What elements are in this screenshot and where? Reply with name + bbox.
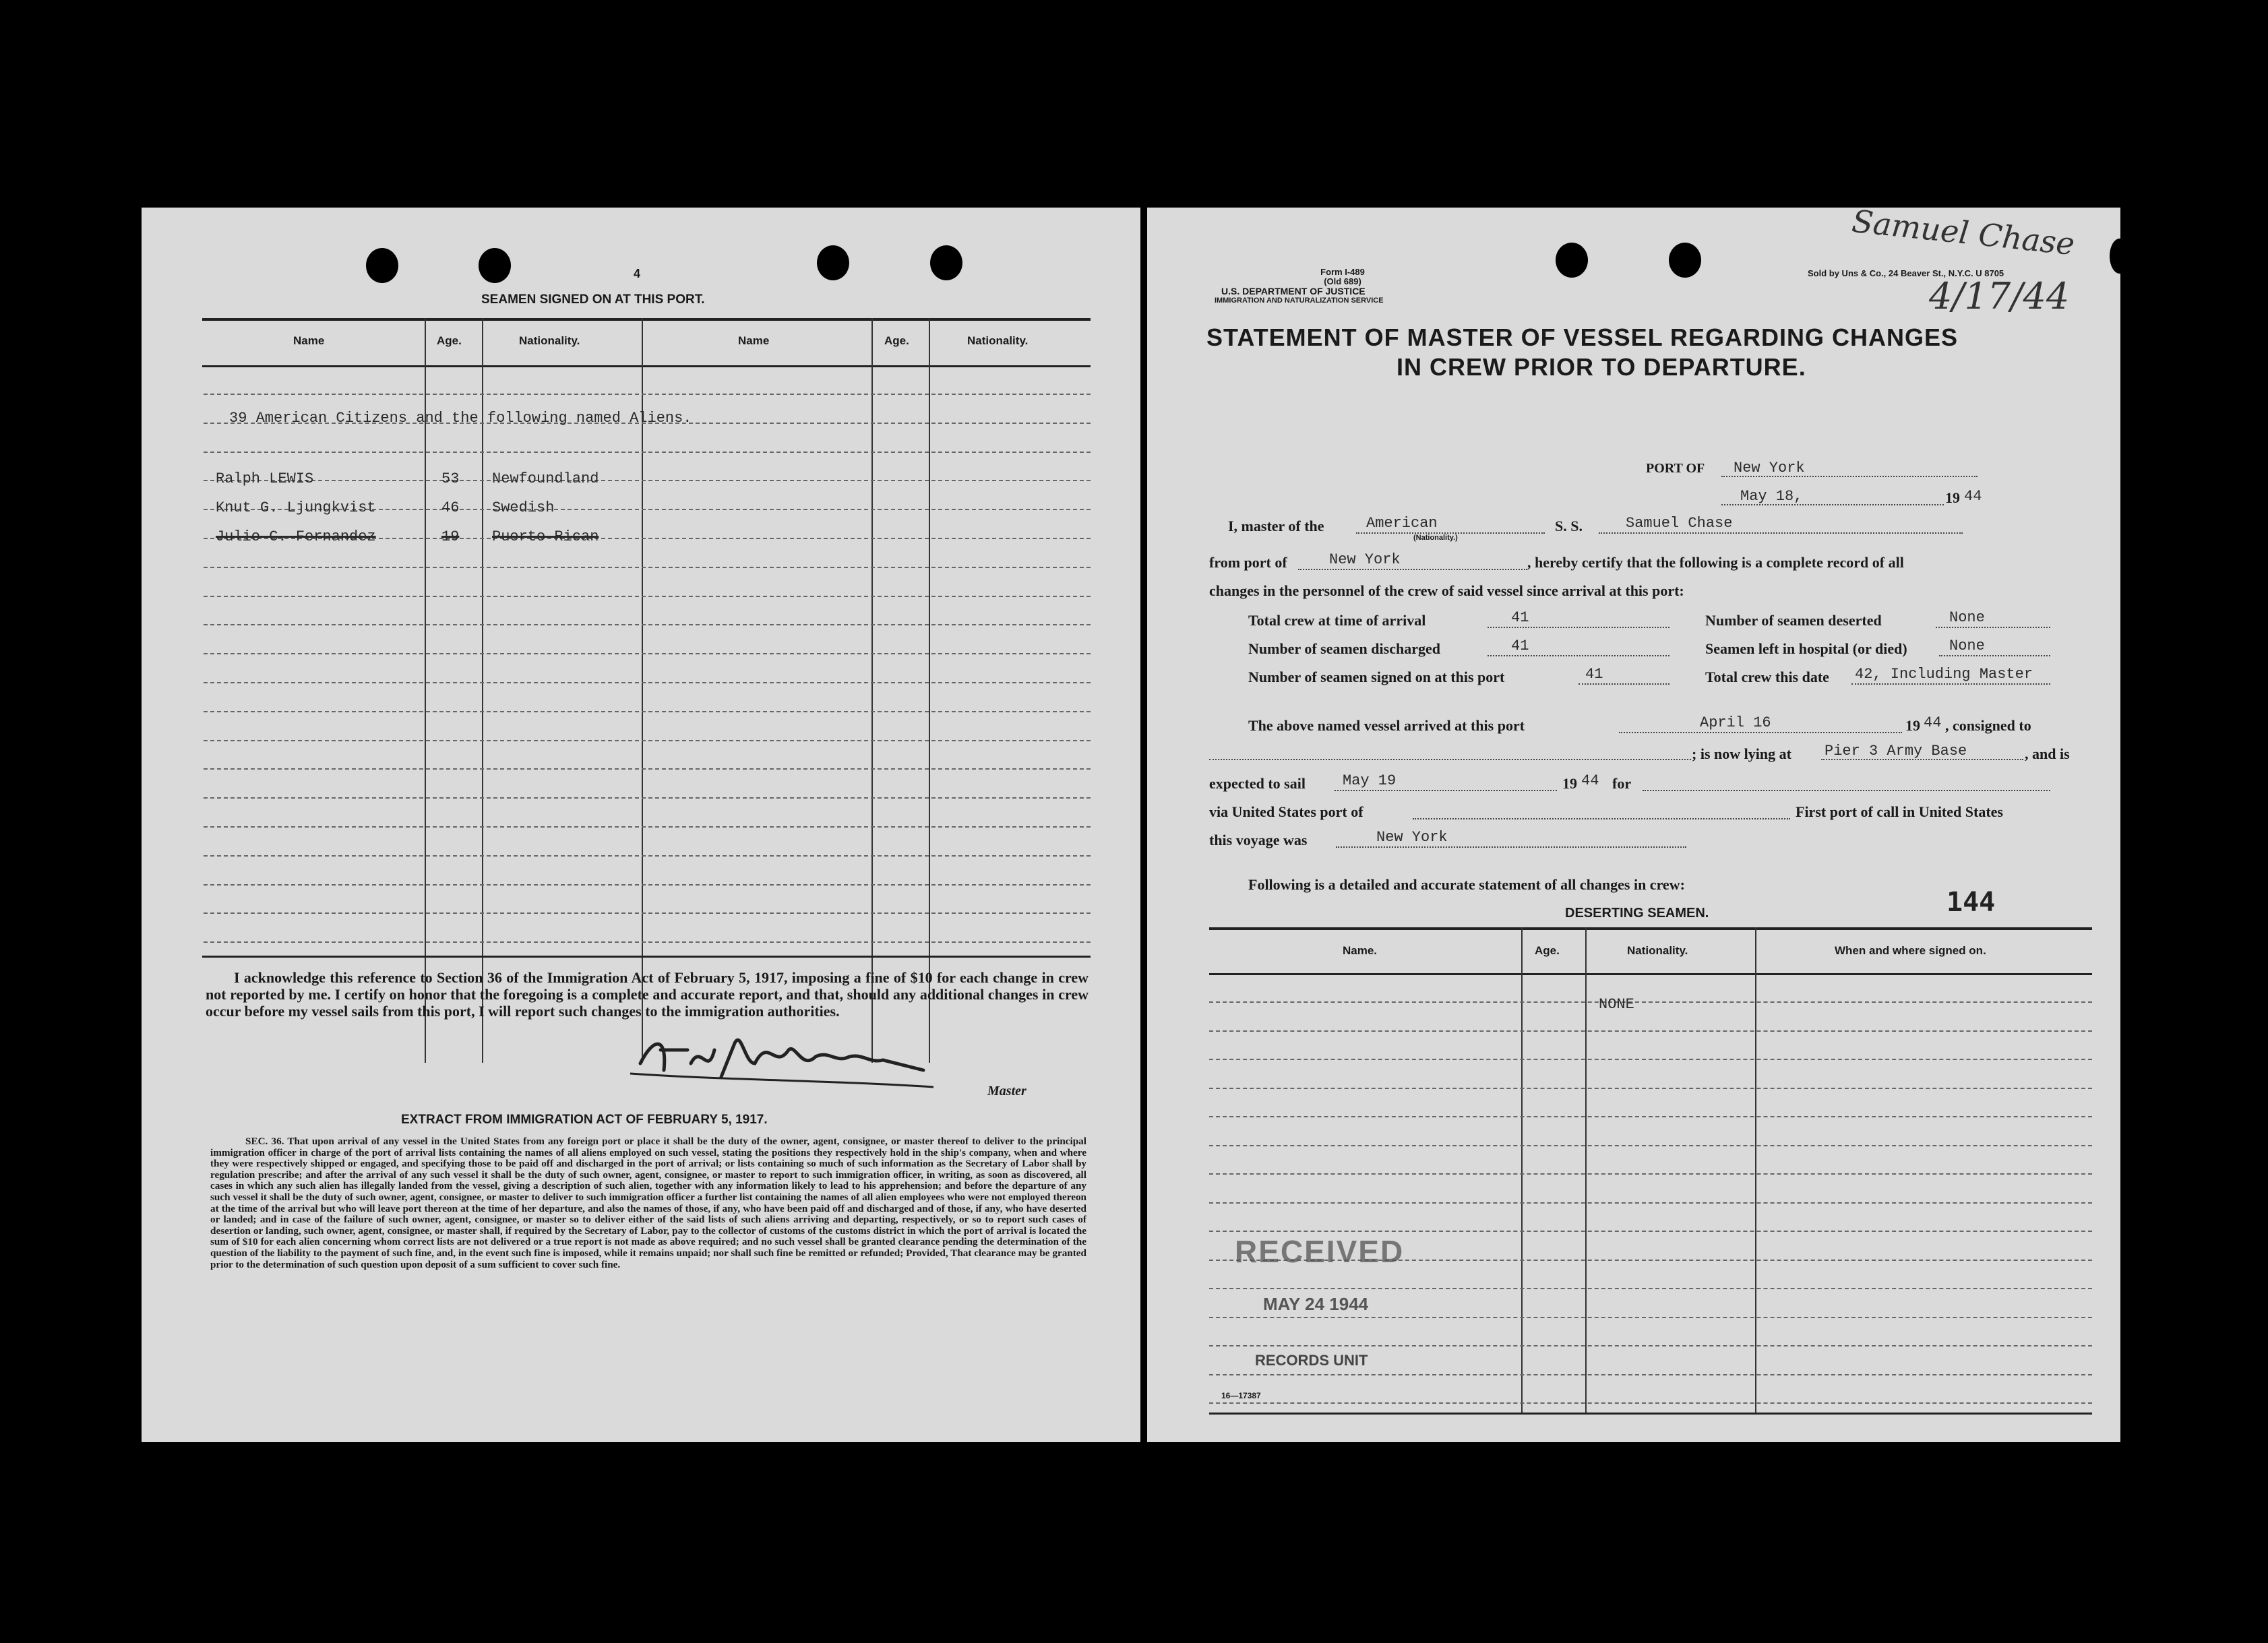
hospital-label: Seamen left in hospital (or died) — [1705, 640, 1907, 657]
form-title-line1: STATEMENT OF MASTER OF VESSEL REGARDING CHANGES — [1206, 323, 1959, 351]
form-title-line2: IN CREW PRIOR TO DEPARTURE. — [1397, 353, 1806, 381]
master-of-label: I, master of the — [1228, 518, 1324, 534]
col-header-name-2: Name — [738, 334, 770, 347]
deserted-value: None — [1949, 609, 1985, 626]
row-rule — [1209, 1345, 2092, 1346]
row-rule — [204, 912, 1091, 914]
vessel-line — [1599, 532, 1963, 534]
punch-hole — [479, 248, 511, 283]
row-rule — [204, 797, 1091, 799]
punch-hole — [930, 245, 962, 280]
row-rule — [1209, 1374, 2092, 1375]
total-date-value: 42, Including Master — [1855, 666, 2033, 683]
row-rule — [1209, 1030, 2092, 1032]
row-rule — [204, 452, 1091, 453]
row-rule — [1209, 1202, 2092, 1204]
desert-none: NONE — [1599, 996, 1634, 1013]
seamen-signed-heading: SEAMEN SIGNED ON AT THIS PORT. — [481, 292, 705, 307]
received-date-stamp: MAY 24 1944 — [1263, 1294, 1369, 1314]
row-rule — [204, 624, 1091, 625]
desert-col-when-where: When and where signed on. — [1835, 944, 1986, 957]
row-rule — [1209, 1317, 2092, 1318]
received-stamp: RECEIVED — [1235, 1234, 1405, 1269]
row-name: Ralph LEWIS — [216, 470, 314, 487]
deserted-line — [1936, 627, 2050, 628]
destination-line — [1643, 790, 2050, 791]
total-date-label: Total crew this date — [1705, 669, 1829, 685]
row-nationality-struck: Puerto Rican — [492, 528, 599, 545]
this-voyage-value: New York — [1376, 829, 1448, 846]
row-rule — [1209, 1231, 2092, 1232]
col-divider — [1585, 927, 1587, 1413]
table-header-rule — [202, 365, 1091, 367]
table-top-rule — [202, 318, 1091, 321]
for-text: for — [1612, 775, 1632, 792]
extract-title: EXTRACT FROM IMMIGRATION ACT OF FEBRUARY 5, 1917. — [401, 1113, 768, 1127]
from-port-label: from port of — [1209, 554, 1287, 571]
row-nationality: Newfoundland — [492, 470, 599, 487]
total-arrival-line — [1488, 627, 1669, 628]
col-header-name: Name — [293, 334, 325, 347]
discharged-line — [1488, 655, 1669, 656]
date-value: May 18, — [1740, 488, 1803, 505]
desert-table-header-rule — [1209, 973, 2092, 975]
certify-text: , hereby certify that the following is a complete record of all — [1527, 554, 1904, 571]
desert-col-nationality: Nationality. — [1627, 944, 1688, 957]
row-rule — [204, 740, 1091, 741]
left-page — [142, 208, 1140, 1442]
row-rule — [204, 596, 1091, 597]
col-divider — [642, 318, 643, 1063]
from-port-value: New York — [1329, 551, 1401, 568]
row-rule — [1209, 1088, 2092, 1089]
row-rule — [204, 394, 1091, 395]
col-header-age: Age. — [437, 334, 462, 347]
via-label: via United States port of — [1209, 803, 1363, 820]
changes-text: changes in the personnel of the crew of said vessel since arrival at this port: — [1209, 582, 1684, 599]
desert-table-bottom-rule — [1209, 1413, 2092, 1415]
row-rule — [1209, 1059, 2092, 1060]
punch-hole — [366, 248, 398, 283]
and-is-text: , and is — [2025, 745, 2070, 762]
master-signature — [627, 1023, 937, 1097]
citizens-line: 39 American Citizens and the following named Aliens. — [229, 410, 692, 427]
nationality-value: American — [1366, 515, 1438, 532]
punch-hole — [1556, 243, 1588, 278]
following-text: Following is a detailed and accurate statement of all changes in crew: — [1248, 876, 1685, 893]
table-bottom-rule — [202, 956, 1091, 958]
signed-on-line — [1579, 683, 1669, 685]
row-rule — [204, 941, 1091, 943]
discharged-value: 41 — [1511, 638, 1529, 654]
row-rule — [204, 826, 1091, 828]
arrived-year-prefix: 19 — [1905, 717, 1920, 734]
page-number: 4 — [634, 267, 641, 280]
desert-table-top-rule — [1209, 927, 2092, 930]
master-label: Master — [987, 1084, 1026, 1098]
stamp-number: 144 — [1947, 887, 1996, 918]
row-age: 53 — [441, 470, 460, 487]
row-rule — [1209, 1116, 2092, 1117]
col-header-nationality: Nationality. — [519, 334, 580, 347]
punch-hole — [817, 245, 849, 280]
punch-hole — [1669, 243, 1701, 278]
row-rule — [204, 682, 1091, 683]
discharged-label: Number of seamen discharged — [1248, 640, 1440, 657]
first-port-label: First port of call in United States — [1796, 803, 2003, 820]
row-rule — [1209, 1288, 2092, 1289]
col-divider — [929, 318, 930, 1063]
row-name: Knut G. Ljungkvist — [216, 499, 376, 516]
total-date-line — [1851, 683, 2050, 685]
expected-year: 44 — [1581, 772, 1599, 789]
col-divider — [1755, 927, 1756, 1413]
punch-hole — [2110, 239, 2130, 274]
row-rule — [204, 711, 1091, 712]
desert-col-name: Name. — [1343, 944, 1378, 957]
expected-line — [1335, 790, 1557, 791]
desert-col-age: Age. — [1535, 944, 1560, 957]
consignee-line — [1209, 759, 1691, 760]
handwritten-vessel-name: Samuel Chase — [1850, 202, 2077, 263]
seller-line: Sold by Uns & Co., 24 Beaver St., N.Y.C. U 8705 — [1808, 268, 2004, 278]
row-rule — [1209, 1402, 2092, 1404]
service-name: IMMIGRATION AND NATURALIZATION SERVICE — [1215, 297, 1384, 305]
lying-value: Pier 3 Army Base — [1825, 743, 1967, 760]
signed-on-label: Number of seamen signed on at this port — [1248, 669, 1505, 685]
row-rule — [1209, 1145, 2092, 1146]
row-nationality: Swedish — [492, 499, 555, 516]
handwritten-date: 4/17/44 — [1929, 275, 2070, 317]
row-age-struck: 19 — [441, 528, 460, 545]
arrived-year: 44 — [1924, 714, 1942, 731]
department-name: U.S. DEPARTMENT OF JUSTICE — [1221, 286, 1366, 297]
records-unit-stamp: RECORDS UNIT — [1255, 1352, 1368, 1369]
hospital-line — [1939, 655, 2050, 656]
row-rule — [204, 768, 1091, 770]
col-header-nationality-2: Nationality. — [967, 334, 1029, 347]
hospital-value: None — [1949, 638, 1985, 654]
total-arrival-value: 41 — [1511, 609, 1529, 626]
year-value: 44 — [1964, 488, 1982, 505]
extract-text: SEC. 36. That upon arrival of any vessel in the United States from any foreign port or place it shall be the duty of the owner, agent, consignee, or master thereof to deliver to the principal immigration officer in charge of the port of arrival lists containing the names of all aliens employed on such vessel, stating the positions they respectively hold in the ship's company, when and where they were respectively shipped or engaged, and specifying those to be paid off and discharged in the port of arrival; or lists containing so much of such information as the Secretary of Labor shall by regulation prescribe; and after the arrival of any such vessel it shall be the duty of such owner, agent, consignee, or master to report to such immigration officer, in writing, as soon as discovered, all cases in which any such alien has illegally landed from the vessel, giving a description of such alien, together with any information likely to lead to his apprehension; and before the departure of any such vessel it shall be the duty of such owner, agent, consignee, or master to deliver to such immigration officer a further list containing the names of all alien employees who were not employed thereon at the time of the arrival but who will leave port thereon at the time of her departure, and also the names of those, if any, who have been paid off and discharged and of those, if any, who have deserted or landed; and in case of the failure of such owner, agent, consignee, or master so to deliver either of the said lists of such aliens arriving and departing, respectively, or so to report such cases of desertion or landing, such owner, agent, consignee, or master shall, if required by the Secretary of Labor, pay to the collector of customs of the customs district in which the port of arrival is located the sum of $10 for each alien concerning whom correct lists are not delivered or a true report is not made as above required; and no such vessel shall be granted clearance pending the determination of the question of the liability to the payment of such fine, and, in the event such fine is imposed, while it remains unpaid; nor shall such fine be remitted or refunded; Provided, That clearance may be granted prior to the determination of such question upon deposit of a sum sufficient to cover such fine. — [210, 1136, 1086, 1270]
arrived-label: The above named vessel arrived at this port — [1248, 717, 1525, 734]
row-rule — [204, 653, 1091, 654]
ss-label: S. S. — [1555, 518, 1583, 534]
footer-code: 16—17387 — [1221, 1391, 1261, 1400]
expected-year-prefix: 19 — [1562, 775, 1577, 792]
lying-text: ; is now lying at — [1692, 745, 1791, 762]
row-rule — [204, 480, 1091, 481]
right-page — [1147, 202, 2120, 1442]
col-divider — [482, 318, 483, 1063]
row-age: 46 — [441, 499, 460, 516]
nationality-caption: (Nationality.) — [1413, 534, 1458, 542]
expected-label: expected to sail — [1209, 775, 1306, 792]
form-number: Form I-489 — [1320, 267, 1365, 277]
from-port-line — [1298, 569, 1527, 570]
port-value: New York — [1734, 460, 1805, 476]
row-rule — [204, 855, 1091, 857]
deserted-label: Number of seamen deserted — [1705, 612, 1882, 629]
this-voyage-line — [1336, 846, 1686, 848]
arrived-value: April 16 — [1700, 714, 1771, 731]
row-rule — [204, 567, 1091, 568]
deserting-heading: DESERTING SEAMEN. — [1565, 906, 1709, 921]
signed-on-value: 41 — [1585, 666, 1603, 683]
col-divider — [425, 318, 426, 1063]
form-old-number: (Old 689) — [1324, 276, 1361, 286]
row-rule — [204, 884, 1091, 886]
port-label: PORT OF — [1646, 461, 1705, 476]
via-line — [1413, 818, 1790, 819]
col-header-age-2: Age. — [884, 334, 909, 347]
expected-value: May 19 — [1343, 772, 1397, 789]
row-rule — [1209, 1001, 2092, 1003]
row-name-struck: Julio C. Fernandez — [216, 528, 376, 545]
consigned-text: , consigned to — [1945, 717, 2031, 734]
col-divider — [871, 318, 873, 1063]
arrived-line — [1619, 732, 1902, 733]
total-arrival-label: Total crew at time of arrival — [1248, 612, 1426, 629]
year-prefix: 19 — [1945, 489, 1960, 506]
row-rule — [1209, 1173, 2092, 1175]
col-divider — [1521, 927, 1523, 1413]
acknowledgment-text: I acknowledge this reference to Section 36 of the Immigration Act of February 5, 1917, imposing a fine of $10 for each change in crew not reported by me. I certify on honor that the foregoing is a complete and accurate report, and that, should any additional changes in crew occur before my vessel sails from this port, I will report such changes to the immigration authorities. — [206, 969, 1089, 1020]
this-voyage-label: this voyage was — [1209, 832, 1308, 848]
vessel-value: Samuel Chase — [1626, 515, 1733, 532]
